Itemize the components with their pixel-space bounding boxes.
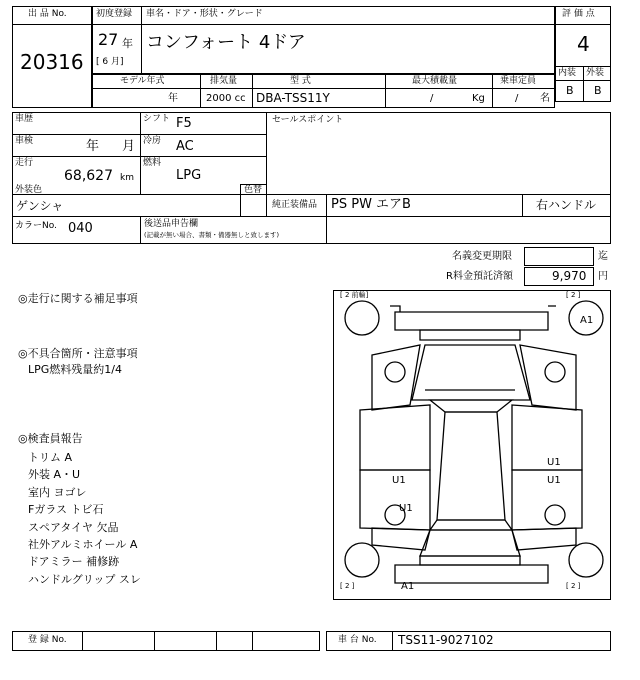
damage-mark-a1-rear: A1 xyxy=(401,581,415,592)
inspector-report-item: ドアミラー 補修跡 xyxy=(28,555,120,569)
first-reg-label: 初度登録 xyxy=(96,9,133,19)
damage-mark-u1-left-front: U1 xyxy=(392,475,406,486)
inspector-report-item: 外装 A・U xyxy=(28,468,81,482)
max-load-label: 最大積載量 xyxy=(412,76,458,86)
damage-mark-a1-front: A1 xyxy=(580,315,594,326)
capacity-slash: / xyxy=(515,93,519,104)
tire-tag-front-right: [ 2 ] xyxy=(566,291,581,299)
score-label: 評 価 点 xyxy=(562,9,595,19)
history-label: 車歴 xyxy=(15,114,34,124)
vehicle-name: コンフォート 4ドア xyxy=(146,32,306,53)
inspector-report-list xyxy=(28,449,141,588)
docs-label: 後送品申告欄 xyxy=(144,219,199,229)
inspector-report-item: スペアタイヤ 欠品 xyxy=(28,520,119,534)
inspector-report-item: ハンドルグリップ スレ xyxy=(28,572,141,586)
docs-note: (記載が無い場合、書類・備器無しと致します) xyxy=(144,231,280,239)
inspection-label: 車検 xyxy=(15,136,34,146)
type-value: DBA-TSS11Y xyxy=(256,91,330,105)
equipment-value: PS PW エアB xyxy=(331,197,411,212)
interior-grade: B xyxy=(566,84,574,97)
mileage-value: 68,627 xyxy=(64,168,113,184)
exterior-label: 外装 xyxy=(586,68,605,78)
model-year-unit: 年 xyxy=(168,93,178,104)
max-load-slash: / xyxy=(430,93,434,104)
supplement-heading: ◎走行に関する補足事項 xyxy=(18,292,138,305)
steering-value: 右ハンドル xyxy=(536,198,597,212)
type-label: 型 式 xyxy=(290,76,311,86)
recycle-unit: 円 xyxy=(598,271,608,282)
inspection-year: 年 xyxy=(86,139,100,154)
fuel-label: 燃料 xyxy=(143,158,162,168)
lot-number: 20316 xyxy=(20,50,84,74)
capacity-unit: 名 xyxy=(540,93,550,104)
inspector-report-item: トリム A xyxy=(28,451,73,464)
inspector-report-item: 社外アルミホイール A xyxy=(28,538,138,552)
color-no-label: カラーNo. xyxy=(15,221,57,231)
inspector-report-item: 室内 ヨゴレ xyxy=(28,485,87,499)
color-value: ゲンシャ xyxy=(16,199,64,213)
reg-no-label: 登 録 No. xyxy=(28,635,67,645)
ac-label: 冷房 xyxy=(143,136,162,146)
tire-tag-rear-left: [ 2 ] xyxy=(340,582,355,590)
recycle-label: R料金預託済額 xyxy=(446,271,513,282)
mileage-label: 走行 xyxy=(15,158,34,168)
recycle-value: 9,970 xyxy=(552,269,587,283)
max-load-unit: Kg xyxy=(472,93,485,104)
mileage-unit: km xyxy=(120,173,134,183)
tire-tag-rear-right: [ 2 ] xyxy=(566,582,581,590)
name-change-label: 名義変更期限 xyxy=(452,251,512,262)
shift-value: F5 xyxy=(176,116,192,131)
capacity-label: 乗車定員 xyxy=(500,76,537,86)
defects-line: LPG燃料残量約1/4 xyxy=(28,363,122,376)
interior-label: 内装 xyxy=(558,68,577,78)
color-change-label: 色替 xyxy=(244,185,263,195)
shift-label: シフト xyxy=(143,114,171,124)
ac-value: AC xyxy=(176,139,194,154)
equipment-label: 純正装備品 xyxy=(272,200,318,210)
name-change-box xyxy=(524,247,594,266)
model-year-label: モデル年式 xyxy=(120,76,165,86)
first-reg-month: [ 6 月] xyxy=(96,57,124,67)
inspector-heading: ◎検査員報告 xyxy=(18,432,83,445)
color-label: 外装色 xyxy=(15,185,43,195)
first-reg-year: 27 xyxy=(98,30,119,49)
name-change-unit: 迄 xyxy=(598,251,608,262)
color-no-value: 040 xyxy=(68,221,93,236)
car-diagram xyxy=(333,290,611,600)
tire-tag-front-left: [ 2 前輪] xyxy=(340,291,369,299)
chassis-label: 車 台 No. xyxy=(338,635,377,645)
score-value: 4 xyxy=(577,32,590,56)
inspector-report-item: Fガラス トビ石 xyxy=(28,503,104,517)
displacement-value: 2000 cc xyxy=(206,93,246,104)
defects-heading: ◎不具合箇所・注意事項 xyxy=(18,347,138,360)
first-reg-year-unit: 年 xyxy=(122,37,133,50)
chassis-value: TSS11-9027102 xyxy=(398,633,494,647)
fuel-value: LPG xyxy=(176,168,202,183)
inspection-month: 月 xyxy=(122,139,136,154)
damage-mark-u1-right-rear: U1 xyxy=(547,475,561,486)
displacement-label: 排気量 xyxy=(210,76,238,86)
exterior-grade: B xyxy=(594,84,602,97)
damage-mark-u1-left-rear: U1 xyxy=(399,503,413,514)
model-desc-label: 車名・ドア・形状・グレード xyxy=(146,9,263,19)
lot-label: 出 品 No. xyxy=(28,9,67,19)
damage-mark-u1-right-front: U1 xyxy=(547,457,561,468)
sales-point-label: セールスポイント xyxy=(272,115,344,125)
